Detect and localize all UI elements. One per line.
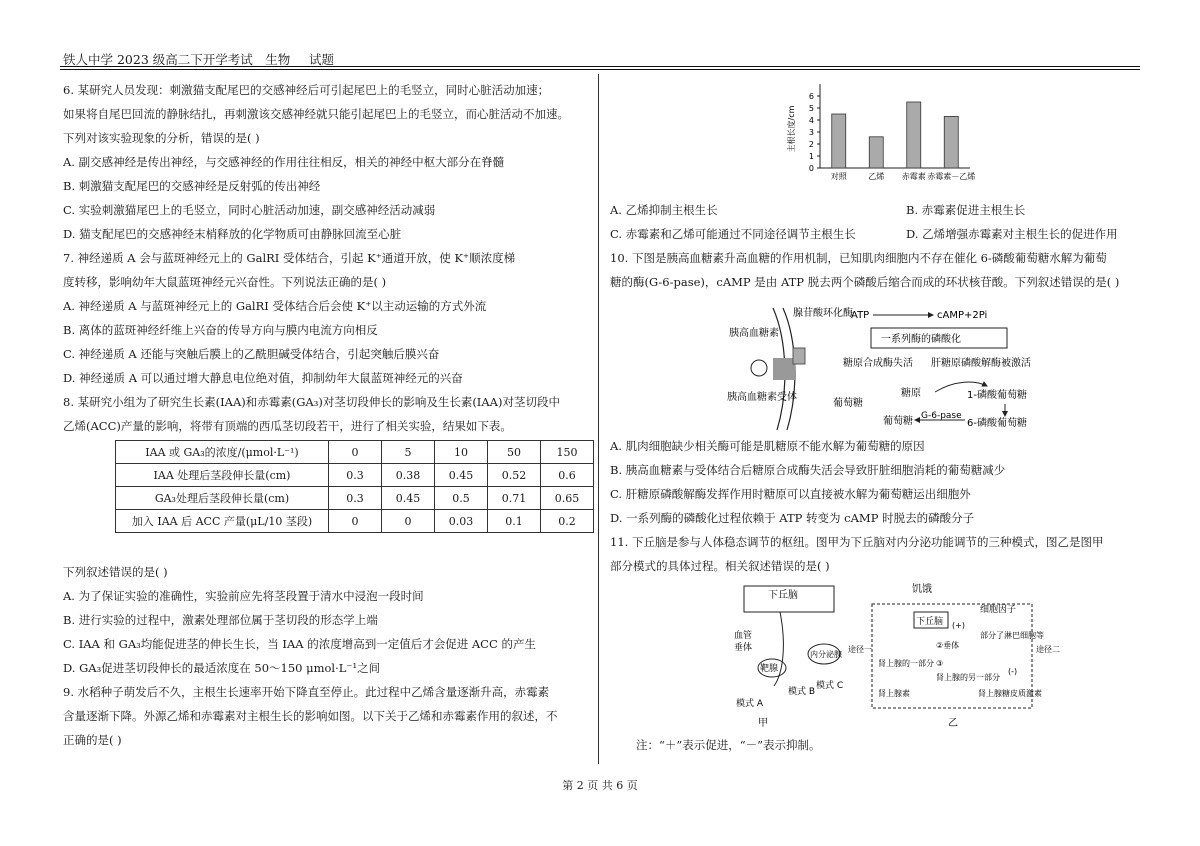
q7-line: 7. 神经递质 A 会与蓝斑神经元上的 GalRI 受体结合，引起 K⁺通道开放，使 K⁺顺浓度梯	[63, 251, 516, 265]
bar	[869, 137, 883, 168]
q9-line: 9. 水稻种子萌发后不久，主根生长速率开始下降直至停止。此过程中乙烯含量逐渐升高，赤霉素	[63, 685, 550, 699]
table-cell: 50	[488, 441, 541, 464]
table-cell: IAA 或 GA₃的浓度/(μmol·L⁻¹)	[116, 441, 329, 464]
q11-line: 11. 下丘脑是参与人体稳态调节的枢纽。图甲为下丘脑对内分泌功能调节的三种模式，图乙是图甲	[610, 535, 1104, 549]
table-cell: 0.65	[541, 487, 594, 510]
q11-note	[636, 733, 821, 757]
adrenal2-label: 肾上腺的另一部分	[936, 673, 1000, 682]
bar	[944, 116, 958, 168]
body-label: 垂体	[734, 643, 753, 653]
q9-option-a: A. 乙烯抑制主根生长	[610, 203, 718, 217]
q10-line: 糖的酶(G-6-pase)，cAMP 是由 ATP 脱去两个磷酸后缩合而成的环状核苷酸。下列叙述错误的是( )	[610, 275, 1120, 289]
bar	[832, 114, 846, 168]
q10-option-c: C. 肝糖原磷酸解酶发挥作用时糖原可以直接被水解为葡萄糖运出细胞外	[610, 487, 971, 501]
table-cell: 0	[329, 510, 382, 533]
q8-line: 8. 某研究小组为了研究生长素(IAA)和赤霉素(GA₃)对茎切段伸长的影响及生长素(IAA)对茎切段中	[63, 395, 560, 409]
q9-options-row1	[610, 198, 1140, 222]
atp-label: ATP	[851, 310, 870, 321]
y-tick-label: 4	[808, 116, 814, 125]
q11-line: 部分模式的具体过程。相关叙述错误的是( )	[610, 559, 830, 573]
glycogen-label: 糖原	[901, 388, 921, 399]
q6-option-b: B. 刺激猫支配尾巴的交感神经是反射弧的传出神经	[63, 179, 321, 193]
table-cell: 0.52	[488, 464, 541, 487]
q10-option-a: A. 肌肉细胞缺少相关酶可能是肌糖原不能水解为葡萄糖的原因	[610, 439, 925, 453]
table-cell: 0.5	[435, 487, 488, 510]
header-rule	[60, 66, 1140, 67]
enzyme-shape	[793, 348, 805, 364]
q8-option-b: B. 进行实验的过程中，激素处理部位属于茎切段的形态学上端	[63, 613, 378, 627]
mode-c-label: 模式 C	[816, 681, 844, 691]
table-cell: 0	[329, 441, 382, 464]
q7-option-c: C. 神经递质 A 还能与突触后膜上的乙酰胆碱受体结合，引起突触后膜兴奋	[63, 347, 440, 361]
receptor-shape	[773, 358, 795, 380]
c1-label: ③	[936, 659, 944, 668]
y-tick-label: 2	[808, 140, 814, 149]
q9-options-row2	[610, 222, 1140, 246]
q9-option-c: C. 赤霉素和乙烯可能通过不同途径调节主根生长	[610, 227, 856, 241]
note-text: 注：“＋”表示促进，“－”表示抑制。	[636, 738, 821, 752]
q8-question: 下列叙述错误的是( )	[63, 565, 168, 579]
target-label: 靶腺	[760, 664, 779, 674]
glucagon-label: 胰高血糖素	[729, 328, 779, 339]
q9-line: 正确的是( )	[63, 733, 122, 747]
table-cell: 5	[382, 441, 435, 464]
mode-b-label: 模式 B	[788, 687, 816, 697]
right-column-q10-options	[610, 434, 1140, 578]
y-tick-label: 5	[808, 104, 814, 113]
table-row	[116, 441, 594, 464]
q8-line: 乙烯(ACC)产量的影响，将带有顶端的西瓜茎切段若干，进行了相关实验，结果如下表。	[63, 419, 512, 433]
exam-header: 铁人中学 2023 级高二下开学考试__生物___试题	[63, 52, 335, 67]
y-tick-label: 6	[808, 92, 814, 101]
table-row	[116, 464, 594, 487]
table-cell: 0.45	[435, 464, 488, 487]
factor-label: 细胞因子	[980, 605, 1017, 615]
g6p-label: 6-磷酸葡萄糖	[967, 418, 1027, 429]
vessel-label: 血管	[734, 631, 753, 641]
table-row	[116, 487, 594, 510]
phosphorylase-label: 肝糖原磷酸解酶被激活	[931, 358, 1031, 369]
q9-line: 含量逐渐下降。外源乙烯和赤霉素对主根生长的影响如图。以下关于乙烯和赤霉素作用的叙述，不	[63, 709, 558, 723]
left-column-lower	[63, 560, 593, 752]
x-tick-label: 赤霉素－乙烯	[927, 172, 976, 181]
camp-label: cAMP+2Pi	[937, 310, 988, 321]
table-row	[116, 510, 594, 533]
table-cell: 0.38	[382, 464, 435, 487]
hormone1-label: 肾上腺素	[878, 689, 910, 698]
table-cell: 0.71	[488, 487, 541, 510]
q9-option-d: D. 乙烯增强赤霉素对主根生长的促进作用	[906, 227, 1118, 241]
y-tick-label: 0	[808, 164, 814, 173]
table-cell: GA₃处理后茎段伸长量(cm)	[116, 487, 329, 510]
y-axis-label: 主根长度/cm	[787, 105, 796, 153]
page-footer: 第 2 页 共 6 页	[562, 779, 638, 792]
table-cell: 0.6	[541, 464, 594, 487]
glucose-label: 葡萄糖	[833, 398, 863, 409]
minus-label: (-)	[1008, 667, 1018, 676]
q6-line: 下列对该实验现象的分析，错误的是( )	[63, 131, 260, 145]
table-cell: 0.1	[488, 510, 541, 533]
y-tick-label: 1	[808, 152, 814, 161]
table-cell: 0.03	[435, 510, 488, 533]
path1-label: 途径一	[848, 645, 872, 654]
x-tick-label: 赤霉素	[901, 172, 926, 181]
q7-line: 度转移，影响幼年大鼠蓝斑神经元兴奋性。下列说法正确的是( )	[63, 275, 387, 289]
plus-label: (+)	[952, 621, 965, 630]
gland-label: 内分泌腺	[810, 650, 842, 659]
q6-option-d: D. 猫支配尾巴的交感神经末梢释放的化学物质可由静脉回流至心脏	[63, 227, 402, 241]
table-cell: 0.2	[541, 510, 594, 533]
table-cell: 0	[382, 510, 435, 533]
diagram-b-caption: 乙	[948, 718, 958, 729]
glucagon-shape	[751, 360, 767, 376]
column-divider	[598, 74, 599, 764]
hormone2-label: 肾上腺糖皮质激素	[978, 689, 1042, 698]
glucagon-mechanism-diagram	[725, 300, 1055, 432]
right-column-q9-options	[610, 198, 1140, 294]
q10-option-d: D. 一系列酶的磷酸化过程依赖于 ATP 转变为 cAMP 时脱去的磷酸分子	[610, 511, 975, 525]
table-cell: 0.45	[382, 487, 435, 510]
q8-data-table	[115, 440, 594, 533]
receptor-label: 胰高血糖素受体	[727, 392, 797, 403]
body-label: ②垂体	[936, 641, 960, 650]
x-tick-label: 乙烯	[868, 172, 885, 181]
header-rule-thin	[60, 69, 1140, 70]
hypo-label: 下丘脑	[916, 617, 944, 627]
y-tick-label: 3	[808, 128, 814, 137]
q7-option-b: B. 离体的蓝斑神经纤维上兴奋的传导方向与膜内电流方向相反	[63, 323, 378, 337]
q6-option-a: A. 副交感神经是传出神经，与交感神经的作用往往相反，相关的神经中枢大部分在脊髓	[63, 155, 505, 169]
hypothalamus-diagram-a	[728, 582, 848, 730]
table-cell: 150	[541, 441, 594, 464]
mode-a-label: 模式 A	[736, 699, 764, 709]
adrenal1-label: 肾上腺的一部分	[878, 659, 934, 668]
synthase-label: 糖原合成酶失活	[843, 358, 913, 369]
table-cell: IAA 处理后茎段伸长量(cm)	[116, 464, 329, 487]
root-length-bar-chart	[780, 80, 980, 198]
q6-line: 6. 某研究人员发现：刺激猫支配尾巴的交感神经后可引起尾巴上的毛竖立，同时心脏活动加速；	[63, 83, 550, 97]
q6-option-c: C. 实验刺激猫尾巴上的毛竖立，同时心脏活动加速，副交感神经活动减弱	[63, 203, 436, 217]
cascade-label: 一系列酶的磷酸化	[881, 334, 961, 345]
g1p-label: 1-磷酸葡萄糖	[967, 390, 1027, 401]
g6pase-label: G-6-pase	[921, 411, 962, 421]
glucose2-label: 葡萄糖	[883, 416, 913, 427]
q9-option-b: B. 赤霉素促进主根生长	[906, 203, 1026, 217]
table-cell: 10	[435, 441, 488, 464]
q6-line: 如果将自尾巴回流的静脉结扎，再刺激该交感神经就只能引起尾巴上的毛竖立，而心脏活动不加速。	[63, 107, 569, 121]
table-cell: 加入 IAA 后 ACC 产量(μL/10 茎段)	[116, 510, 329, 533]
bar	[907, 102, 921, 168]
table-cell: 0.3	[329, 487, 382, 510]
q7-option-a: A. 神经递质 A 与蓝斑神经元上的 GalRI 受体结合后会使 K⁺以主动运输的方式外流	[63, 299, 487, 313]
hypothalamus-diagram-b	[848, 582, 1062, 730]
q10-option-b: B. 胰高血糖素与受体结合后糖原合成酶失活会导致肝脏细胞消耗的葡萄糖减少	[610, 463, 1006, 477]
path2-label: 途径二	[1036, 645, 1060, 654]
q8-option-c: C. IAA 和 GA₃均能促进茎的伸长生长，当 IAA 的浓度增高到一定值后才会促进 ACC 的产生	[63, 637, 536, 651]
table-cell: 0.3	[329, 464, 382, 487]
left-column	[63, 78, 593, 438]
q8-option-a: A. 为了保证实验的准确性，实验前应先将茎段置于清水中浸泡一段时间	[63, 589, 424, 603]
q10-line: 10. 下图是胰高血糖素升高血糖的作用机制，已知肌肉细胞内不存在催化 6-磷酸葡萄糖水解为葡萄	[610, 251, 1107, 265]
enzyme-label: 腺苷酸环化酶	[793, 308, 853, 319]
diagram-a-caption: 甲	[758, 718, 768, 729]
q8-option-d: D. GA₃促进茎切段伸长的最适浓度在 50～150 μmol·L⁻¹之间	[63, 661, 381, 675]
immune-label: 部分了淋巴细胞等	[980, 631, 1044, 640]
q7-option-d: D. 神经递质 A 可以通过增大静息电位绝对值，抑制幼年大鼠蓝斑神经元的兴奋	[63, 371, 463, 385]
x-tick-label: 对照	[830, 172, 847, 181]
hypo-label: 下丘脑	[768, 590, 798, 601]
hunger-label: 饥饿	[912, 584, 932, 595]
